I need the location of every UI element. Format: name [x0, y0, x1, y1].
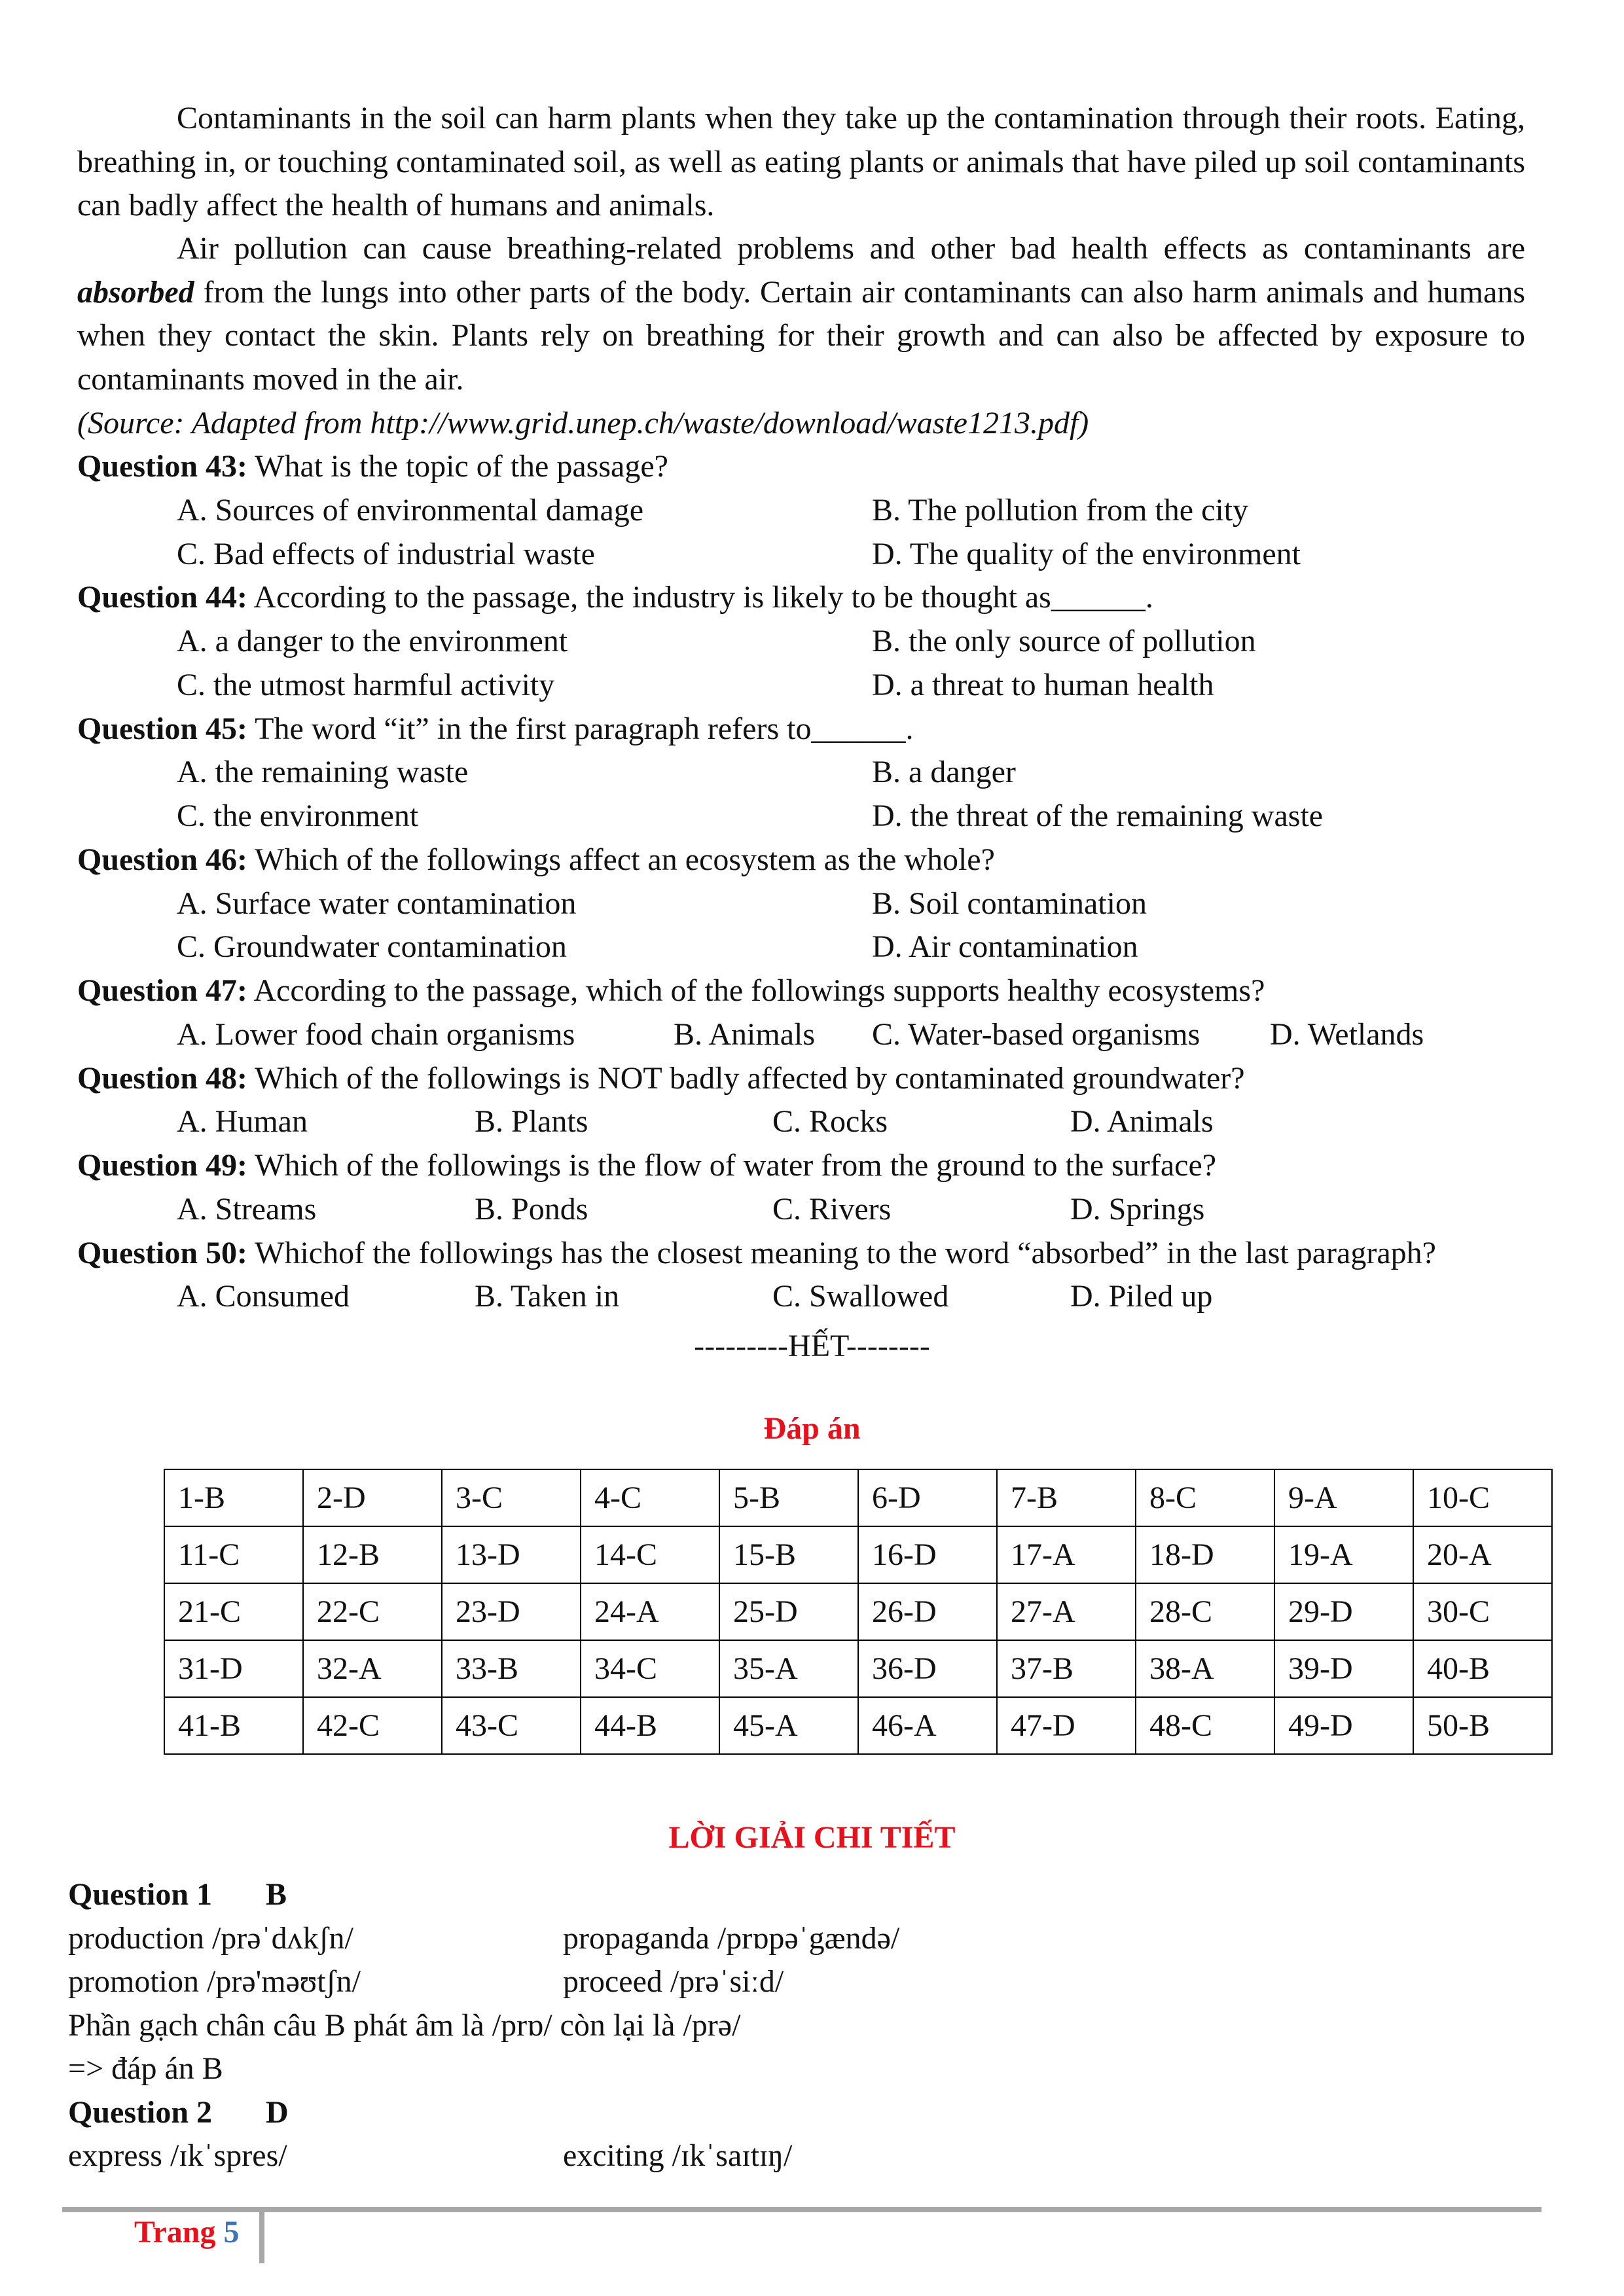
- options-row: [77, 1013, 1583, 1057]
- table-row: [164, 1583, 1552, 1640]
- table-cell: 40-B: [1413, 1640, 1552, 1697]
- option-c: C. Rocks: [772, 1104, 888, 1139]
- question-text: Which of the followings is the flow of water from the ground to the surface?: [247, 1148, 1217, 1183]
- options-row: [77, 620, 1583, 664]
- option-b: B. the only source of pollution: [872, 624, 1256, 658]
- table-row: [164, 1469, 1552, 1526]
- phonetic-word: production /prəˈdʌkʃn/: [68, 1920, 353, 1956]
- phonetic-row: [68, 1960, 1574, 2004]
- table-cell: 32-A: [303, 1640, 442, 1697]
- option-d: D. Wetlands: [1270, 1016, 1424, 1052]
- option-a: A. Lower food chain organisms: [177, 1016, 575, 1052]
- option-c: C. Water-based organisms: [872, 1016, 1200, 1052]
- options-row: [77, 795, 1583, 838]
- option-d: D. The quality of the environment: [872, 536, 1301, 571]
- solution-title: LỜI GIẢI CHI TIẾT: [668, 1820, 956, 1855]
- question-48: [77, 1057, 1583, 1101]
- option-c: C. the environment: [177, 798, 419, 833]
- option-a: A. Surface water contamination: [177, 886, 577, 921]
- passage-paragraph-2: [77, 227, 1525, 401]
- option-a: A. Human: [177, 1104, 308, 1139]
- table-cell: 17-A: [997, 1526, 1136, 1583]
- question-47: [77, 969, 1583, 1013]
- table-cell: 37-B: [997, 1640, 1136, 1697]
- question-45: [77, 708, 1583, 751]
- passage-paragraph-1: Contaminants in the soil can harm plants when they take up the contamination through their roots. Eating, breathing in, or touching contaminated soil, as well as eating plants or animals that have piled up soil contaminants can badly affect the health of humans and animals.: [77, 101, 1525, 223]
- table-cell: 18-D: [1136, 1526, 1274, 1583]
- question-label: Question 2: [68, 2094, 213, 2130]
- table-cell: 3-C: [442, 1469, 581, 1526]
- options-row: [77, 1188, 1583, 1232]
- solution-question-2-header: [68, 2091, 1574, 2135]
- option-b: B. Taken in: [475, 1279, 620, 1314]
- table-cell: 35-A: [719, 1640, 858, 1697]
- option-c: C. Swallowed: [772, 1279, 949, 1314]
- table-cell: 7-B: [997, 1469, 1136, 1526]
- option-d: D. Air contamination: [872, 929, 1138, 965]
- options-row: [77, 925, 1583, 969]
- paragraph-2-start: Air pollution can cause breathing-related problems and other bad health effects as contaminants are: [177, 231, 1525, 266]
- explanation-text: Phần gạch chân câu B phát âm là /prɒ/ còn lại là /prə/: [68, 2007, 741, 2043]
- option-b: B. Ponds: [475, 1191, 588, 1227]
- option-c: C. the utmost harmful activity: [177, 667, 555, 702]
- option-a: A. a danger to the environment: [177, 624, 568, 658]
- table-cell: 39-D: [1274, 1640, 1413, 1697]
- emphasized-word-absorbed: absorbed: [77, 274, 194, 310]
- phonetic-word: proceed /prəˈsiːd/: [563, 1964, 784, 1999]
- option-b: B. Soil contamination: [872, 886, 1147, 921]
- table-cell: 45-A: [719, 1697, 858, 1754]
- option-a: A. Streams: [177, 1191, 317, 1227]
- question-text: Which of the followings is NOT badly affected by contaminated groundwater?: [247, 1060, 1245, 1096]
- question-label: Question 47:: [77, 973, 248, 1008]
- table-cell: 12-B: [303, 1526, 442, 1583]
- option-d: D. the threat of the remaining waste: [872, 798, 1324, 833]
- phonetic-row: [68, 2134, 1574, 2178]
- question-answer: D: [266, 2094, 289, 2130]
- phonetic-word: propaganda /prɒpəˈgændə/: [563, 1920, 900, 1956]
- option-b: B. The pollution from the city: [872, 492, 1249, 528]
- table-cell: 1-B: [164, 1469, 303, 1526]
- question-50: [77, 1232, 1583, 1276]
- passage-source: (Source: Adapted from http://www.grid.unep.ch/waste/download/waste1213.pdf): [77, 406, 1089, 440]
- option-b: B. Plants: [475, 1104, 588, 1139]
- page-number-value: 5: [223, 2215, 240, 2250]
- question-label: Question 50:: [77, 1235, 248, 1270]
- page-number: [134, 2211, 239, 2254]
- answer-key-title: Đáp án: [763, 1411, 861, 1446]
- table-cell: 49-D: [1274, 1697, 1413, 1754]
- table-cell: 50-B: [1413, 1697, 1552, 1754]
- phonetic-row: [68, 1917, 1574, 1961]
- question-label: Question 44:: [77, 580, 248, 615]
- question-46: [77, 838, 1583, 882]
- option-a: A. the remaining waste: [177, 755, 469, 790]
- table-cell: 19-A: [1274, 1526, 1413, 1583]
- table-cell: 47-D: [997, 1697, 1136, 1754]
- question-label: Question 48:: [77, 1060, 248, 1096]
- table-cell: 2-D: [303, 1469, 442, 1526]
- table-cell: 23-D: [442, 1583, 581, 1640]
- options-row: [77, 1275, 1583, 1319]
- table-cell: 46-A: [858, 1697, 997, 1754]
- table-cell: 48-C: [1136, 1697, 1274, 1754]
- footer-vertical-bar: [259, 2210, 264, 2263]
- table-cell: 42-C: [303, 1697, 442, 1754]
- question-label: Question 46:: [77, 842, 248, 877]
- paragraph-2-end: from the lungs into other parts of the body. Certain air contaminants can also harm animals and humans when they contact the skin. Plants rely on breathing for their growth and can also be affected by exposure to contaminants moved in the air.: [77, 274, 1525, 397]
- question-label: Question 49:: [77, 1148, 248, 1183]
- table-row: [164, 1526, 1552, 1583]
- table-cell: 44-B: [581, 1697, 719, 1754]
- solution-section: [68, 1873, 1574, 2178]
- options-row: [77, 882, 1583, 926]
- table-cell: 36-D: [858, 1640, 997, 1697]
- option-c: C. Bad effects of industrial waste: [177, 536, 595, 571]
- table-cell: 15-B: [719, 1526, 858, 1583]
- option-d: D. Animals: [1070, 1104, 1214, 1139]
- table-cell: 4-C: [581, 1469, 719, 1526]
- table-row: [164, 1697, 1552, 1754]
- options-row: [77, 533, 1583, 577]
- table-cell: 9-A: [1274, 1469, 1413, 1526]
- question-44: [77, 576, 1583, 620]
- options-row: [77, 1100, 1583, 1144]
- table-cell: 13-D: [442, 1526, 581, 1583]
- phonetic-word: express /ɪkˈspres/: [68, 2138, 287, 2173]
- table-cell: 14-C: [581, 1526, 719, 1583]
- solution-question-1-header: [68, 1873, 1574, 1917]
- table-cell: 20-A: [1413, 1526, 1552, 1583]
- table-cell: 6-D: [858, 1469, 997, 1526]
- page-label: Trang: [134, 2215, 216, 2250]
- option-b: B. Animals: [674, 1016, 816, 1052]
- question-text: What is the topic of the passage?: [247, 449, 668, 484]
- question-43: [77, 445, 1583, 489]
- option-c: C. Groundwater contamination: [177, 929, 567, 965]
- table-cell: 8-C: [1136, 1469, 1274, 1526]
- question-label: Question 43:: [77, 449, 248, 484]
- option-d: D. Piled up: [1070, 1279, 1213, 1314]
- table-cell: 21-C: [164, 1583, 303, 1640]
- option-d: D. Springs: [1070, 1191, 1205, 1227]
- question-label: Question 45:: [77, 711, 248, 746]
- option-b: B. a danger: [872, 755, 1016, 790]
- option-a: A. Sources of environmental damage: [177, 492, 644, 528]
- table-cell: 27-A: [997, 1583, 1136, 1640]
- table-cell: 33-B: [442, 1640, 581, 1697]
- question-text: Whichof the followings has the closest meaning to the word “absorbed” in the last paragraph?: [247, 1235, 1436, 1270]
- question-49: [77, 1144, 1583, 1188]
- phonetic-word: exciting /ɪkˈsaɪtɪŋ/: [563, 2138, 793, 2173]
- question-text: According to the passage, the industry is likely to be thought as______.: [247, 580, 1153, 615]
- table-cell: 43-C: [442, 1697, 581, 1754]
- option-c: C. Rivers: [772, 1191, 892, 1227]
- table-cell: 41-B: [164, 1697, 303, 1754]
- table-row: [164, 1640, 1552, 1697]
- option-d: D. a threat to human health: [872, 667, 1214, 702]
- table-cell: 26-D: [858, 1583, 997, 1640]
- conclusion-text: => đáp án B: [68, 2051, 223, 2086]
- end-marker: ---------HẾT--------: [694, 1329, 930, 1363]
- table-cell: 10-C: [1413, 1469, 1552, 1526]
- question-text: The word “it” in the first paragraph refers to______.: [247, 711, 914, 746]
- table-cell: 22-C: [303, 1583, 442, 1640]
- options-row: [77, 489, 1583, 533]
- question-list: [77, 445, 1583, 1319]
- question-text: According to the passage, which of the followings supports healthy ecosystems?: [247, 973, 1265, 1008]
- options-row: [77, 664, 1583, 708]
- question-text: Which of the followings affect an ecosystem as the whole?: [247, 842, 995, 877]
- option-a: A. Consumed: [177, 1279, 350, 1314]
- table-cell: 5-B: [719, 1469, 858, 1526]
- table-cell: 11-C: [164, 1526, 303, 1583]
- table-cell: 28-C: [1136, 1583, 1274, 1640]
- table-cell: 30-C: [1413, 1583, 1552, 1640]
- phonetic-word: promotion /prə'məʊtʃn/: [68, 1964, 361, 1999]
- table-cell: 31-D: [164, 1640, 303, 1697]
- footer-divider: [62, 2207, 1542, 2212]
- question-answer: B: [266, 1877, 287, 1912]
- question-label: Question 1: [68, 1877, 213, 1912]
- table-cell: 38-A: [1136, 1640, 1274, 1697]
- options-row: [77, 751, 1583, 795]
- answer-key-table: [164, 1469, 1553, 1755]
- table-cell: 29-D: [1274, 1583, 1413, 1640]
- table-cell: 34-C: [581, 1640, 719, 1697]
- table-cell: 24-A: [581, 1583, 719, 1640]
- table-cell: 16-D: [858, 1526, 997, 1583]
- table-cell: 25-D: [719, 1583, 858, 1640]
